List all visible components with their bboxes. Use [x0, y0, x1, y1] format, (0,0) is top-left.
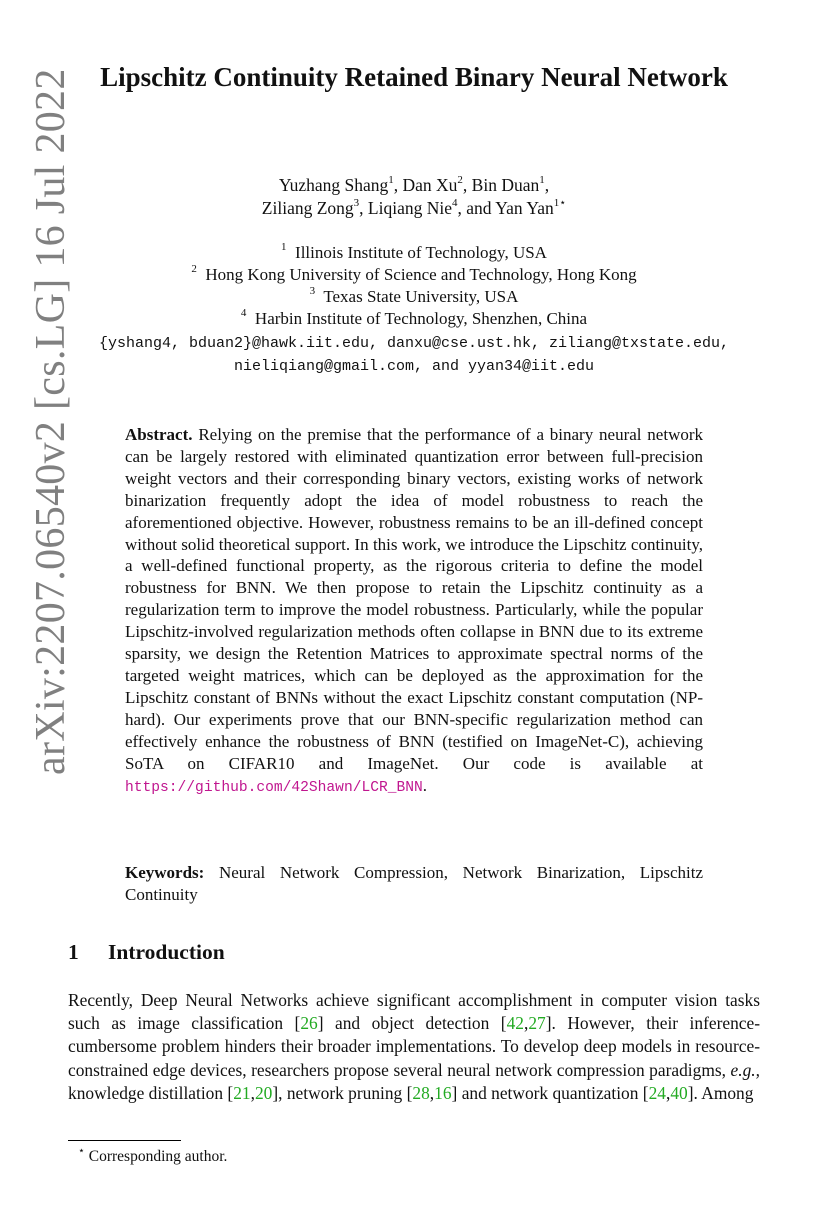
author-list — [68, 174, 760, 220]
affiliation — [68, 242, 760, 264]
intro-text: , network pruning — [278, 1082, 403, 1103]
footnote-rule — [68, 1140, 181, 1141]
author-name: Liqiang Nie — [367, 198, 452, 218]
affiliation-number: 2 — [191, 263, 197, 276]
paper-title: Lipschitz Continuity Retained Binary Neural Network — [100, 62, 728, 92]
citation-link[interactable]: 21 — [233, 1082, 251, 1103]
author-affil-mark: 1⋆ — [553, 197, 567, 210]
author-name: Yuzhang Shang — [278, 175, 389, 195]
author-affil-mark: 2 — [457, 174, 463, 187]
affiliation — [68, 264, 760, 286]
citation-link[interactable]: 28 — [412, 1082, 430, 1103]
intro-text: knowledge distillation — [68, 1082, 224, 1103]
abstract-end: . — [422, 775, 428, 795]
intro-paragraph: Recently, Deep Neural Networks achieve significant accomplishment in computer vision tasks such as image classification [26] and object detection [42,27]. However, their inference-cumbersome problem hinders their broader implementations. To develop deep models in resource-constrained edge devices, researchers propose several neural network compression paradigms, e.g., knowledge distillation [21,20], network pruning [28,16] and network quantization [24,40]. Among — [68, 990, 761, 1103]
affiliation-text: Illinois Institute of Technology, USA — [295, 243, 547, 262]
author-name: Dan Xu — [402, 175, 458, 195]
intro-text: . However, their inference-cumbersome problem hinders their broader implementations. To develop deep models in resource-constrained edge devices, researchers propose several neural network compression paradigms, — [68, 1013, 761, 1080]
affiliation-number: 4 — [240, 307, 247, 320]
email-line-2: nieliqiang@gmail.com, and yyan34@iit.edu — [233, 358, 595, 375]
author-affil-mark: 3 — [353, 197, 360, 210]
affiliation-number: 3 — [309, 285, 316, 298]
abstract-label: Abstract. — [125, 425, 193, 444]
author-line-2: Ziliang Zong$^3$, Liqiang Nie$^4$, and Yan Yan$^{1⋆}$ — [261, 197, 567, 218]
author-conjunction: and — [466, 198, 492, 218]
citation-link[interactable]: 40 — [670, 1082, 688, 1103]
affiliation-text: Texas State University, USA — [323, 287, 519, 306]
author-line-1: Yuzhang Shang$^1$, Dan Xu$^2$, Bin Duan$^1$, — [278, 174, 550, 195]
intro-text: and network quantization — [461, 1082, 639, 1103]
intro-text: Recently, Deep Neural Networks achieve significant accomplishment in computer vision tasks such as image classification — [68, 990, 760, 1034]
affiliation-text: Hong Kong University of Science and Technology, Hong Kong — [205, 265, 637, 284]
author-name: Bin Duan — [471, 175, 540, 195]
email-line-1: {yshang4, bduan2}@hawk.iit.edu, danxu@cse.ust.hk, ziliang@txstate.edu, — [98, 335, 730, 352]
section-number: 1 — [68, 940, 79, 964]
code-link[interactable]: https://github.com/42Shawn/LCR_BNN — [125, 779, 423, 796]
citation-link[interactable]: 24 — [648, 1082, 666, 1103]
section-title: Introduction — [108, 940, 225, 964]
citation-link[interactable]: 20 — [254, 1082, 273, 1103]
author-affil-mark: 1 — [388, 174, 394, 187]
citation-link[interactable]: 42 — [506, 1013, 524, 1034]
keywords-label: Keywords: — [125, 863, 205, 882]
footnote-text: Corresponding author. — [88, 1148, 228, 1165]
arxiv-stamp-text: arXiv:2207.06540v2 [cs.LG] 16 Jul 2022 — [28, 68, 74, 775]
email-list — [60, 332, 768, 378]
citation-link[interactable]: 16 — [434, 1082, 452, 1103]
affiliation-text: Harbin Institute of Technology, Shenzhen, China — [254, 309, 588, 328]
affiliation — [68, 308, 760, 330]
footnote-mark: ⋆ — [78, 1144, 85, 1157]
abstract — [125, 424, 703, 799]
author-name: Ziliang Zong — [261, 198, 354, 218]
author-affil-mark: 4 — [451, 197, 458, 210]
affiliation-number: 1 — [281, 241, 287, 254]
section-heading — [68, 940, 225, 965]
author-name: Yan Yan — [495, 198, 554, 218]
citation-link[interactable]: 26 — [300, 1013, 318, 1034]
affiliation-list — [68, 242, 760, 330]
intro-eg: e.g., — [730, 1059, 760, 1080]
keywords-text: Neural Network Compression, Network Binarization, Lipschitz Continuity — [125, 863, 703, 904]
citation-link[interactable]: 27 — [528, 1013, 546, 1034]
author-affil-mark: 1 — [539, 174, 545, 187]
intro-text: . Among — [693, 1082, 754, 1103]
intro-text: and object detection — [335, 1013, 490, 1034]
footnote — [78, 1144, 228, 1167]
affiliation — [68, 286, 760, 308]
keywords — [125, 862, 703, 906]
abstract-text: Relying on the premise that the performance of a binary neural network can be largely restored with eliminated quantization error between full-precision weight vectors and their corresponding binary vectors, existing works of network binarization frequently adopt the idea of model robustness to reach the aforementioned objective. However, robustness remains to be an ill-defined concept without solid theoretical support. In this work, we introduce the Lipschitz continuity, a well-defined functional property, as the rigorous criteria to define the model robustness for BNN. We then propose to retain the Lipschitz continuity as a regularization term to improve the model robustness. Particularly, while the popular Lipschitz-involved regularization methods often collapse in BNN due to its extreme sparsity, we design the Retention Matrices to approximate spectral norms of the targeted weight matrices, which can be deployed as the approximation for the Lipschitz constant of BNNs without the exact Lipschitz constant computation (NP-hard). Our experiments prove that our BNN-specific regularization method can effectively enhance the robustness of BNN (testified on ImageNet-C), achieving SoTA on CIFAR10 and ImageNet. Our code is available at — [125, 425, 704, 773]
